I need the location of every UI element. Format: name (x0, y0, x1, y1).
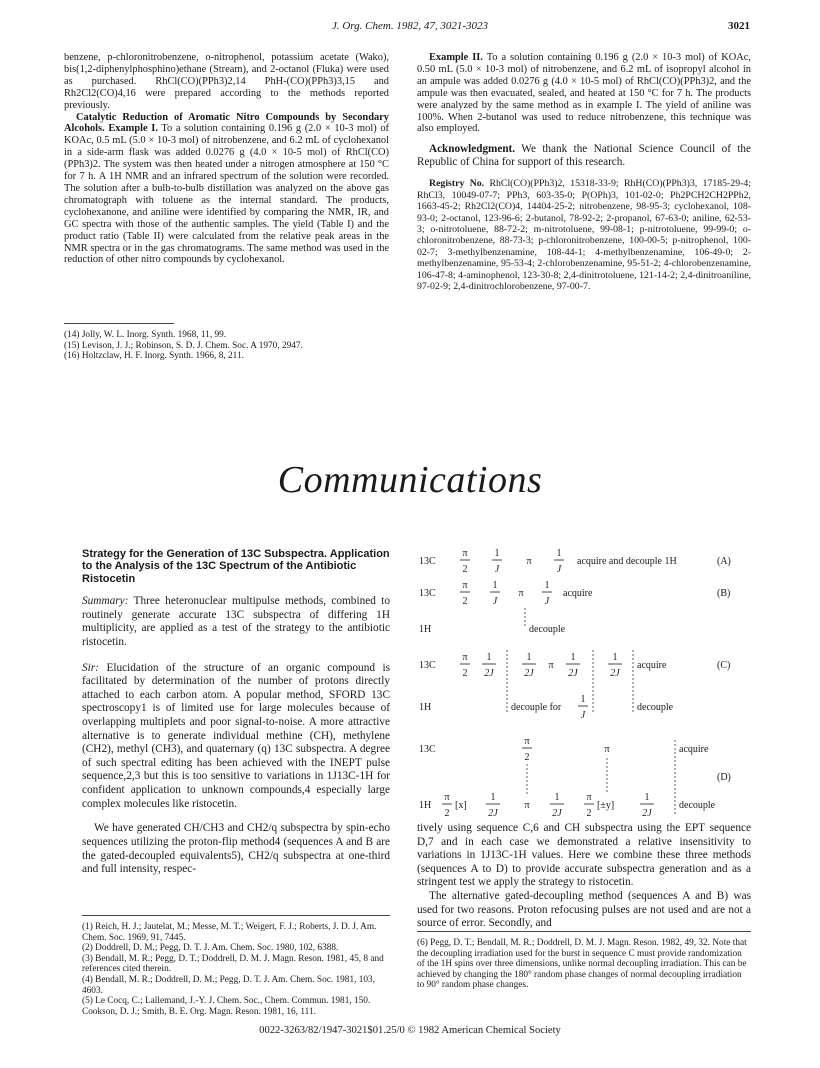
example-one-paragraph (64, 112, 389, 267)
seq-c-2j-2: 2J (524, 668, 534, 679)
copyright-footer: 0022-3263/82/1947-3021$01.25/0 © 1982 American Chemical Society (259, 1025, 561, 1036)
footnote-rule-right (417, 931, 751, 932)
section-title: Communications (277, 459, 543, 501)
sir-label: Sir: (82, 661, 99, 674)
footnote-6: (6) Pegg, D. T.; Bendall, M. R.; Doddrell, D. M. J. Magn. Reson. 1982, 49, 32. Note that the decoupling irradiation used for the burst in sequence C must provide randomization of the 1H spins over three dimensions, unlike normal decoupling irradiation. This can be achieved by changing the 180° random phase changes of normal decoupling irradiation to 90° random phase changes. (417, 938, 747, 991)
footnote-1: (1) Reich, H. J.; Jautelat, M.; Messe, M. T.; Weigert, F. J.; Roberts, J. D. J. Am. Chem. Soc. 1969, 91, 7445. (82, 922, 377, 943)
seq-d-h-pi-2: π (524, 800, 530, 811)
example-two-paragraph (417, 52, 751, 135)
seq-d-h-nucleus: 1H (419, 800, 432, 811)
seq-a-label: (A) (717, 556, 731, 567)
footnote-16: (16) Holtzclaw, H. F. Inorg. Synth. 1966, 8, 211. (64, 351, 244, 362)
seq-a-pi: π (462, 548, 468, 559)
footnote-rule-top (64, 323, 174, 324)
seq-d-nucleus: 13C (419, 744, 436, 755)
seq-d-text: acquire (679, 744, 709, 755)
seq-a-nucleus: 13C (419, 556, 436, 567)
page-number: 3021 (728, 20, 750, 32)
seq-b-one-2: 1 (544, 580, 550, 591)
seq-d-two: 2 (524, 752, 530, 763)
methods-paragraph: We have generated CH/CH3 and CH2/q subspectra by spin-echo sequences utilizing the proton-flip method4 (sequences A and B are the gated-decoupled equivalents5), CH2/q subspectra at one-third and full intensity, respec- (82, 822, 390, 876)
seq-b-pi: π (462, 580, 468, 591)
seq-c-h-nucleus: 1H (419, 702, 432, 713)
seq-b-one: 1 (492, 580, 498, 591)
seq-d-h-one: 1 (490, 792, 496, 803)
acknowledgment-heading: Acknowledgment. (429, 143, 516, 156)
example-one-text: To a solution containing 0.196 g (2.0 × 10-3 mol) of KOAc, 0.5 mL (5.0 × 10-3 mol) of nitrobenzene, and 6.2 mL of cyclohexanol in a side-arm flask was added 0.0276 g (4.0 × 10-5 mol) of RhCl(CO)(PPh3)2. The system was then heated under a nitrogen atmosphere at 150 °C for 7 h. A 1H NMR and an infrared spectrum of the solution were recorded. The solution after a bulb-to-bulb distillation was analyzed on the above gas chromatograph with toluene as the internal standard. The products, cyclohexanone, and aniline were identified by comparing the NMR, IR, and GC spectra with those of the authentic samples. The yield (Table I) and the product ratio (Table II) were calculated from the relative peak areas in the NMR spectra or in the gas chromatograms. The same method was used in the reduction of other nitro compounds by cyclohexanol. (64, 123, 389, 266)
seq-c-one: 1 (486, 652, 492, 663)
seq-d-h-2j: 2J (488, 808, 498, 819)
footnotes-right (417, 938, 751, 991)
footnote-4: (4) Bendall, M. R.; Doddrell, D. M.; Pegg, D. T. J. Am. Chem. Soc. 1981, 103, 4603. (82, 974, 376, 996)
example-two-heading: Example II. (429, 52, 483, 63)
seq-c-2j: 2J (484, 668, 494, 679)
seq-d-h-pi-3: π (586, 792, 592, 803)
seq-b-j: J (492, 596, 498, 607)
seq-b-pi-2: π (518, 588, 524, 599)
seq-d-h-2j-3: 2J (642, 808, 652, 819)
seq-c-label: (C) (717, 660, 731, 671)
footnote-5: (5) Le Cocq, C.; Lallemand, J.-Y. J. Chem. Soc., Chem. Commun. 1981, 150. Cookson, D. J.; Smith, B. E. Org. Magn. Reson. 1981, 16, 111. (82, 996, 371, 1017)
sir-paragraph (82, 662, 390, 812)
acknowledgment-text: We thank the National Science Council of the Republic of China for support of this research. (417, 143, 751, 169)
top-left-column (64, 52, 389, 266)
example-one-heading: Catalytic Reduction of Aromatic Nitro Compounds by Secondary Alcohols. Example I. (64, 111, 389, 135)
seq-d-h-two: 2 (444, 808, 450, 819)
seq-c-one-2: 1 (526, 652, 532, 663)
seq-d-h-one-2: 1 (554, 792, 560, 803)
seq-c-nucleus: 13C (419, 660, 436, 671)
sir-text: Elucidation of the structure of an organic compound is facilitated by determination of the number of protons directly attached to each carbon atom. A popular method, SFORD 13C spectroscopy1 is of limited use for large molecules because of overlapping multiplets and poor signal-to-noise. A more attractive alternative is to generate individual methine (CH), methylene (CH2), methyl (CH3), and quaternary (q) 13C subspectra. A degree of such spectral editing has been achieved with the INEPT pulse sequence,2,3 but this is too sensitive to variations in 1J13C-1H for confident application to unknown compounds,4 especially large complex molecules like ristocetin. (82, 661, 391, 810)
registry-text: RhCl(CO)(PPh3)2, 15318-33-9; RhH(CO)(PPh3)3, 17185-29-4; RhCl3, 10049-07-7; PPh3, 603-35-0; P(OPh)3, 101-02-0; Ph2PCH2CH2PPh2, 1663-45-2; Rh2Cl2(CO)4, 14404-25-2; nitrobenzene, 98-95-3; cyclohexanol, 108-93-0; 2-octanol, 123-96-6; 2-butanol, 78-92-2; 2-propanol, 67-63-0; aniline, 62-53-3; o-nitrotoluene, 88-72-2; m-nitrotoluene, 99-08-1; p-nitrotoluene, 99-99-0; o-chloronitrobenzene, 88-73-3; p-chloronitrobenzene, 100-00-5; p-nitrophenol, 100-02-7; 3-methylbenzenamine, 108-44-1; 4-methylbenzenamine, 106-49-0; 2-methylbenzenamine, 95-53-4; 2-chlorobenzenamine, 95-51-2; 4-chlorobenzenamine, 106-47-8; 4-aminophenol, 123-30-8; 2,4-dinitrotoluene, 121-14-2; 2,4-dinitroaniline, 97-02-9; 2,4-dinitrochlorobenzene, 97-00-7. (417, 178, 751, 292)
seq-b-h-nucleus: 1H (419, 624, 432, 635)
seq-b-label: (B) (717, 588, 731, 599)
seq-a-two: 2 (462, 564, 468, 575)
summary-label: Summary: (82, 595, 129, 608)
seq-c-2j-3: 2J (568, 668, 578, 679)
seq-b-j-2: J (544, 596, 550, 607)
seq-a-j: J (494, 564, 500, 575)
seq-c-pi-2: π (548, 660, 554, 671)
footnote-15: (15) Levison, J. J.; Robinson, S. D. J. Chem. Soc. A 1970, 2947. (64, 340, 303, 351)
seq-c-one-3: 1 (570, 652, 576, 663)
journal-citation: J. Org. Chem. 1982, 47, 3021-3023 (331, 20, 489, 32)
registry-heading: Registry No. (429, 178, 485, 190)
seq-d-h-one-3: 1 (644, 792, 650, 803)
seq-c-h-text-1: decouple for (511, 702, 562, 713)
materials-paragraph: benzene, p-chloronitrobenzene, o-nitrophenol, potassium acetate (Wako), bis(1,2-diphenylphosphino)ethane (Stream), and 2-octanol (Fluka) were used as purchased. RhCl(CO)(PPh3)2,14 PhH-(CO)(PPh3)3,15 and Rh2Cl2(CO)4,16 were prepared according to the methods reported previously. (64, 52, 389, 111)
footnote-14: (14) Jolly, W. L. Inorg. Synth. 1968, 11, 99. (64, 330, 227, 340)
seq-d-h-two-2: 2 (586, 808, 592, 819)
seq-d-pi-2: π (604, 744, 610, 755)
seq-d-label: (D) (717, 772, 731, 783)
acknowledgment (417, 143, 751, 169)
footnote-rule-left (82, 915, 390, 916)
pulse-sequence-diagram (417, 546, 757, 820)
seq-c-pi: π (462, 652, 468, 663)
seq-c-two: 2 (462, 668, 468, 679)
seq-d-h-2j-2: 2J (552, 808, 562, 819)
seq-d-h-text: decouple (679, 800, 716, 811)
running-header (70, 20, 750, 36)
right-paragraph-1: tively using sequence C,6 and CH subspectra using the EPT sequence D,7 and in each case we demonstrated a relative insensitivity to variations in 1J13C-1H values. Here we combine these three methods (sequences A to D) to provide accurate subspectra generation and as a stringent test we apply the strategy to ristocetin. (417, 822, 751, 889)
seq-b-text: acquire (563, 588, 593, 599)
article-left-column (82, 548, 390, 877)
seq-a-one: 1 (494, 548, 500, 559)
footnotes-left (82, 922, 390, 1017)
seq-a-pi-2: π (526, 556, 532, 567)
seq-a-text: acquire and decouple 1H (577, 556, 677, 567)
seq-b-h-text: decouple (529, 624, 566, 635)
article-summary (82, 595, 390, 649)
seq-d-h-x: [x] (455, 800, 467, 811)
seq-c-h-one: 1 (580, 694, 586, 705)
footnote-2: (2) Doddrell, D. M.; Pegg, D. T. J. Am. Chem. Soc. 1980, 102, 6388. (82, 943, 339, 954)
seq-d-h-pi: π (444, 792, 450, 803)
article-title: Strategy for the Generation of 13C Subspectra. Application to the Analysis of the 13C Spectrum of the Antibiotic Ristocetin (82, 548, 390, 585)
footnote-3: (3) Bendall, M. R.; Pegg, D. T.; Doddrell, D. M. J. Magn. Reson. 1981, 45, 8 and references cited therein. (82, 953, 384, 975)
example-two-text: To a solution containing 0.196 g (2.0 × 10-3 mol) of KOAc, 0.50 mL (5.0 × 10-3 mol) of nitrobenzene, and 6.2 mL of isopropyl alcohol in an ampule was added 0.0276 g (4.0 × 10-5 mol) of RhCl(CO)(PPh3)2, and the ampule was then evacuated, sealed, and heated at 150 °C for 7 h. The products were analyzed by the same method as in example I. The yield of aniline was 100%. When 2-butanol was used to reduce nitrobenzene, this technique was also employed. (417, 52, 751, 135)
registry-numbers (417, 178, 751, 292)
article-right-column (417, 822, 751, 931)
top-right-column (417, 52, 751, 292)
summary-text: Three heteronuclear multipulse methods, combined to routinely generate accurate 13C subspectra of differing 1H multiplicity, are applied as a test of the strategy to the antibiotic ristocetin. (82, 595, 390, 648)
seq-c-text: acquire (637, 660, 667, 671)
seq-b-nucleus: 13C (419, 588, 436, 599)
seq-c-h-text-2: decouple (637, 702, 674, 713)
seq-d-pi: π (524, 736, 530, 747)
seq-a-j-2: J (556, 564, 562, 575)
seq-c-h-j: J (580, 710, 586, 721)
seq-b-two: 2 (462, 596, 468, 607)
seq-c-2j-4: 2J (610, 668, 620, 679)
right-paragraph-2: The alternative gated-decoupling method (sequences A and B) was used for two reasons. Proton refocusing pulses are not used and are not a source of error. Secondly, and (417, 889, 751, 930)
seq-a-one-2: 1 (556, 548, 562, 559)
seq-d-h-y: [±y] (597, 800, 615, 811)
seq-c-one-4: 1 (612, 652, 618, 663)
top-left-footnotes (64, 330, 389, 362)
